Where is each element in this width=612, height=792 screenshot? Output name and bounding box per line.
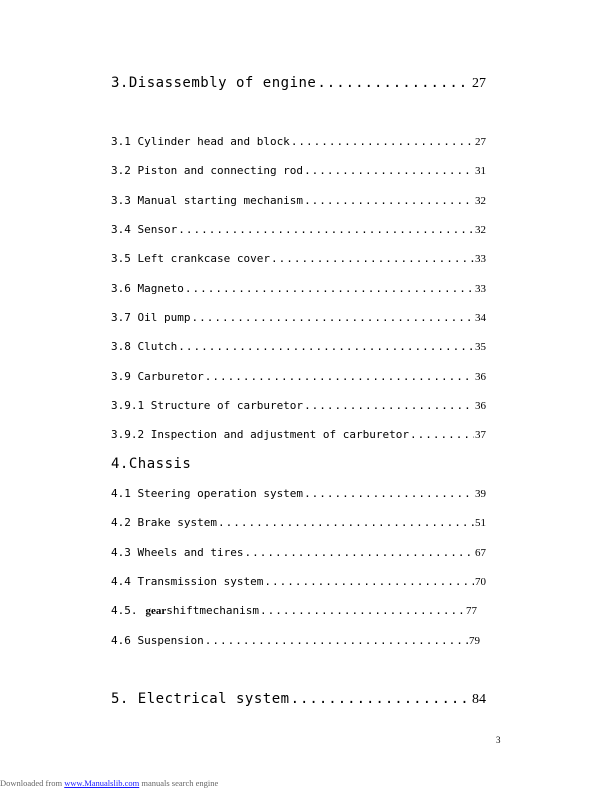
toc-title: 4.4 Transmission system bbox=[111, 575, 264, 588]
leader-dots bbox=[185, 282, 474, 295]
toc-item bbox=[111, 575, 486, 588]
toc-item bbox=[111, 223, 486, 236]
toc-page: 34 bbox=[475, 312, 486, 324]
leader-dots bbox=[178, 340, 474, 353]
leader-dots bbox=[271, 252, 474, 265]
toc-title: 3.7 Oil pump bbox=[111, 311, 191, 324]
toc-page: 37 bbox=[475, 429, 486, 441]
toc-title: shiftmechanism bbox=[166, 604, 259, 617]
toc-page: 84 bbox=[472, 692, 486, 707]
toc-item bbox=[111, 164, 486, 177]
toc-page: 27 bbox=[475, 136, 486, 148]
toc-page: 33 bbox=[475, 283, 486, 295]
toc-item bbox=[111, 282, 486, 295]
leader-dots bbox=[304, 164, 474, 177]
leader-dots bbox=[260, 604, 465, 617]
leader-dots bbox=[304, 399, 474, 412]
toc-item bbox=[111, 194, 486, 207]
toc-page: 51 bbox=[475, 517, 486, 529]
toc-page: 32 bbox=[475, 224, 486, 236]
toc-item bbox=[111, 399, 486, 412]
toc-title: 4.3 Wheels and tires bbox=[111, 546, 244, 559]
toc-title: 3.8 Clutch bbox=[111, 340, 178, 353]
leader-dots bbox=[317, 75, 471, 91]
toc-title: 3.1 Cylinder head and block bbox=[111, 135, 290, 148]
toc-title: 4.1 Steering operation system bbox=[111, 487, 304, 500]
toc-title: 3.Disassembly of engine bbox=[111, 75, 317, 91]
toc-page: 79 bbox=[469, 635, 480, 647]
leader-dots bbox=[205, 370, 474, 383]
toc-page: 70 bbox=[475, 576, 486, 588]
leader-dots bbox=[218, 516, 474, 529]
footer-suffix: manuals search engine bbox=[141, 778, 219, 788]
toc-title: 4.Chassis bbox=[111, 456, 192, 472]
toc-page: 31 bbox=[475, 165, 486, 177]
toc-title: 4.6 Suspension bbox=[111, 634, 204, 647]
toc-title: 3.5 Left crankcase cover bbox=[111, 252, 270, 265]
toc-title: 5. Electrical system bbox=[111, 691, 290, 707]
toc-title: 3.9 Carburetor bbox=[111, 370, 204, 383]
leader-dots bbox=[291, 135, 474, 148]
toc-item bbox=[111, 135, 486, 148]
toc-page: 67 bbox=[475, 547, 486, 559]
toc-page: 39 bbox=[475, 488, 486, 500]
toc-page: 32 bbox=[475, 195, 486, 207]
leader-dots bbox=[304, 487, 474, 500]
footer-prefix: Downloaded from bbox=[0, 778, 63, 788]
page-number: 3 bbox=[496, 735, 501, 745]
toc-title: 3.9.2 Inspection and adjustment of carburetor bbox=[111, 428, 410, 441]
toc-title: 3.6 Magneto bbox=[111, 282, 184, 295]
toc-number: 4.5. bbox=[111, 604, 138, 617]
toc-item bbox=[111, 311, 486, 324]
leader-dots bbox=[304, 194, 474, 207]
toc-item bbox=[111, 252, 486, 265]
toc-page: 35 bbox=[475, 341, 486, 353]
toc-bold-word: gear bbox=[145, 605, 167, 617]
toc-heading-electrical bbox=[111, 691, 486, 708]
toc-item bbox=[111, 370, 486, 383]
leader-dots bbox=[291, 691, 471, 707]
toc-item bbox=[111, 487, 486, 500]
toc-page: 27 bbox=[472, 76, 486, 91]
toc-item bbox=[111, 634, 480, 647]
leader-dots bbox=[264, 575, 474, 588]
toc-title: 4.2 Brake system bbox=[111, 516, 217, 529]
toc-item bbox=[111, 428, 486, 441]
toc-page: 36 bbox=[475, 371, 486, 383]
toc-title: 3.3 Manual starting mechanism bbox=[111, 194, 304, 207]
leader-dots bbox=[191, 311, 474, 324]
manualslib-link[interactable]: www.Manualslib.com bbox=[64, 778, 140, 788]
download-footer bbox=[0, 778, 218, 788]
toc-title: 3.4 Sensor bbox=[111, 223, 178, 236]
leader-dots bbox=[244, 546, 474, 559]
toc-title: 3.9.1 Structure of carburetor bbox=[111, 399, 304, 412]
toc-page: 77 bbox=[466, 605, 477, 617]
leader-dots bbox=[410, 428, 474, 441]
leader-dots bbox=[205, 634, 468, 647]
leader-dots bbox=[178, 223, 474, 236]
toc-title: 3.2 Piston and connecting rod bbox=[111, 164, 304, 177]
toc-item bbox=[111, 516, 486, 529]
toc-page: 36 bbox=[475, 400, 486, 412]
toc-heading-disassembly bbox=[111, 75, 486, 92]
toc-heading-chassis bbox=[111, 456, 486, 472]
toc-item bbox=[111, 604, 477, 617]
toc-page: 33 bbox=[475, 253, 486, 265]
toc-item bbox=[111, 340, 486, 353]
toc-item bbox=[111, 546, 486, 559]
